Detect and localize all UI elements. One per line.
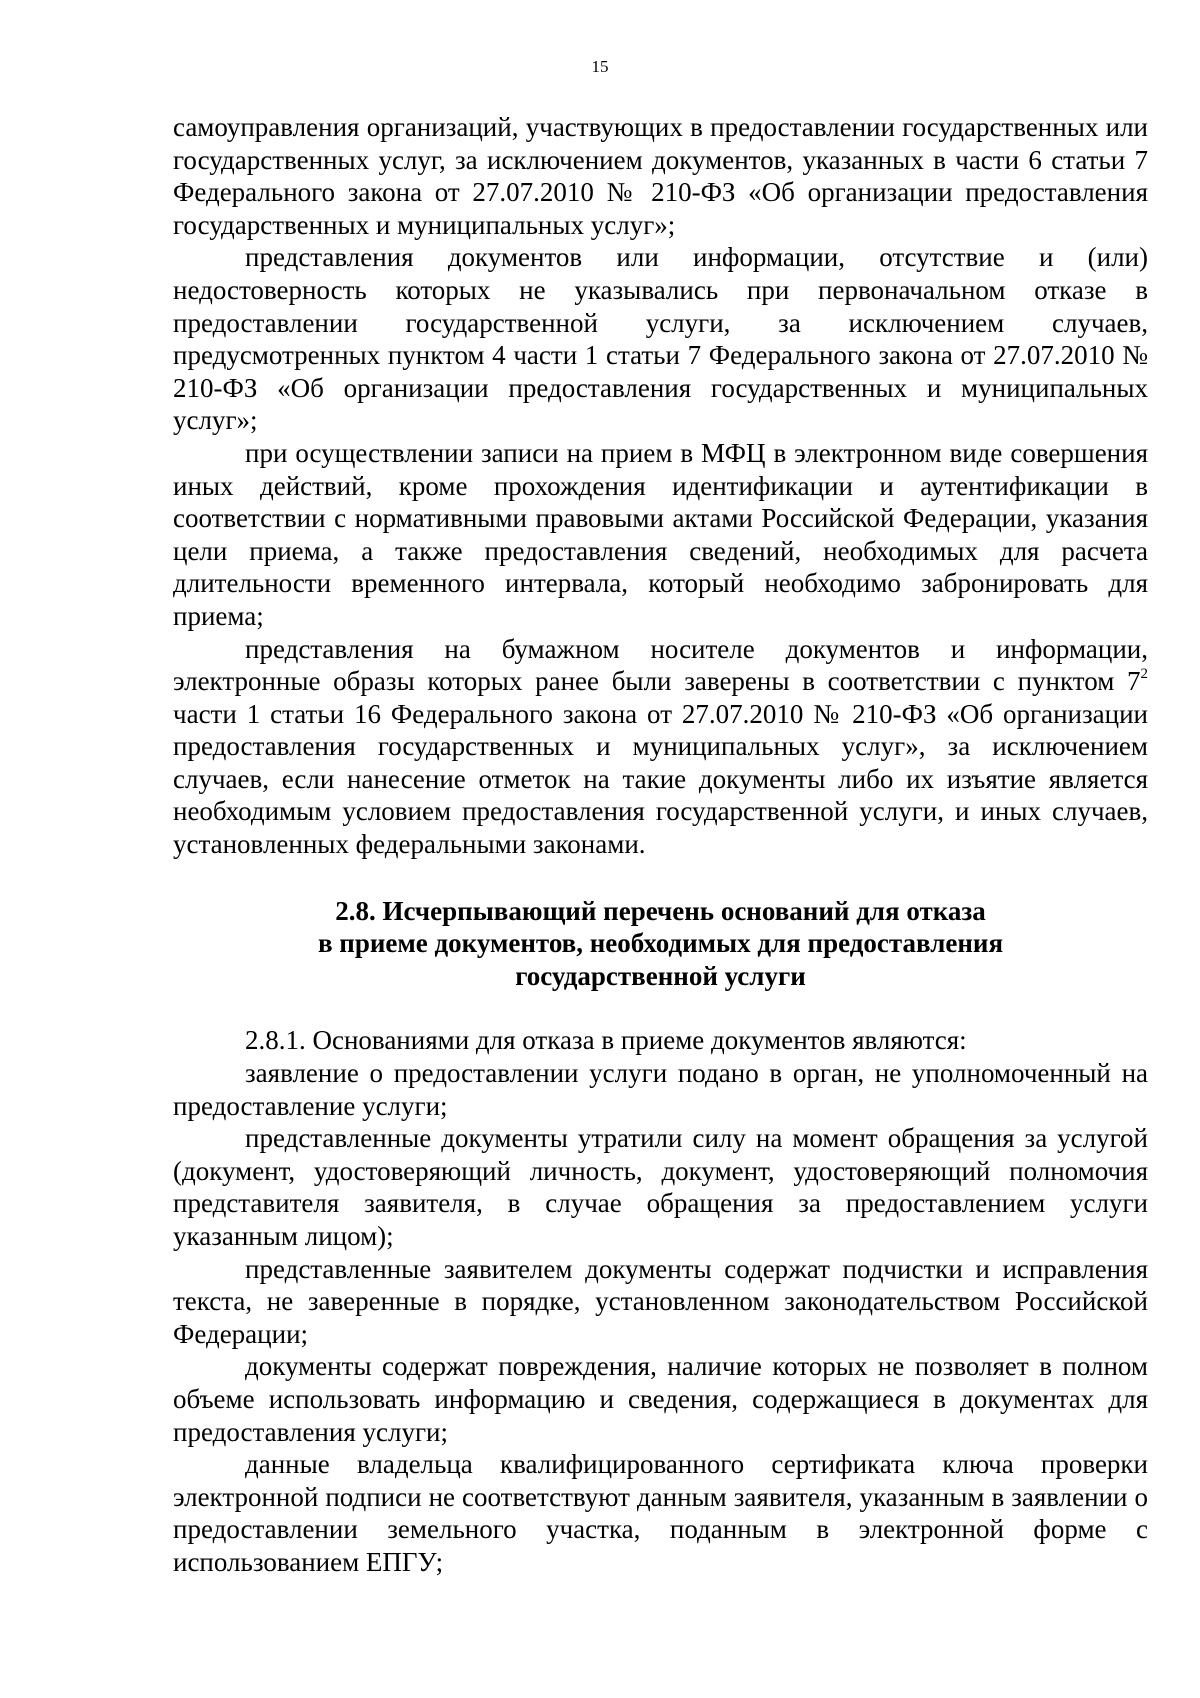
paragraph: при осуществлении записи на прием в МФЦ в электронном виде совершения иных действий, кроме прохождения идентификации и аутентификации в соответствии с нормативными правовыми актами Российской Федерации, указания цели приема, а также предоставления сведений, необходимых для расчета длительности временного интервала, который необходимо забронировать для приема; — [173, 437, 1148, 631]
list-item: заявление о предоставлении услуги подано в орган, не уполномоченный на предоставление услуги; — [173, 1058, 1148, 1121]
paragraph-text-part: представления на бумажном носителе документов и информации, электронные образы которых ранее были заверены в соответствии с пунктом 7 — [173, 633, 1148, 697]
paragraph: представления документов или информации, отсутствие и (или) недостоверность которых не указывались при первоначальном отказе в предоставлении государственной услуги, за исключением случаев, предусмотренных пунктом 4 части 1 статьи 7 Федерального закона от 27.07.2010 № 210-ФЗ «Об организации предоставления государственных и муниципальных услуг»; — [173, 242, 1148, 436]
section-heading-line: государственной услуги — [515, 960, 806, 991]
list-item: данные владельца квалифицированного сертификата ключа проверки электронной подписи не соответствуют данным заявителя, указанным в заявлении о предоставлении земельного участка, поданным в электронной форме с использованием ЕПГУ; — [173, 1449, 1148, 1577]
paragraph-with-superscript — [173, 633, 1148, 861]
list-item: документы содержат повреждения, наличие которых не позволяет в полном объеме использовать информацию и сведения, содержащиеся в документах для предоставления услуги; — [173, 1351, 1148, 1447]
document-body — [173, 111, 1148, 1579]
list-item: представленные заявителем документы содержат подчистки и исправления текста, не заверенные в порядке, установленном законодательством Российской Федерации; — [173, 1253, 1148, 1349]
section-heading — [173, 895, 1148, 993]
page-number: 15 — [591, 57, 609, 76]
section-heading-line: 2.8. Исчерпывающий перечень оснований для отказа — [335, 895, 986, 926]
superscript: 2 — [1140, 666, 1148, 683]
section-heading-line: в приеме документов, необходимых для предоставления — [317, 928, 1004, 959]
paragraph-text-part: части 1 статьи 16 Федерального закона от 27.07.2010 № 210-ФЗ «Об организации предоставления государственных и муниципальных услуг», за исключением случаев, если нанесение отметок на такие документы либо их изъятие является необходимым условием предоставления государственной услуги, и иных случаев, установленных федеральными законами. — [173, 698, 1148, 860]
list-item: представленные документы утратили силу на момент обращения за услугой (документ, удостоверяющий личность, документ, удостоверяющий полномочия представителя заявителя, в случае обращения за предоставлением услуги указанным лицом); — [173, 1123, 1148, 1251]
paragraph-continuation: самоуправления организаций, участвующих в предоставлении государственных или государственных услуг, за исключением документов, указанных в части 6 статьи 7 Федерального закона от 27.07.2010 № 210-ФЗ «Об организации предоставления государственных и муниципальных услуг»; — [173, 112, 1148, 240]
clause-intro: 2.8.1. Основаниями для отказа в приеме документов являются: — [245, 1025, 967, 1056]
